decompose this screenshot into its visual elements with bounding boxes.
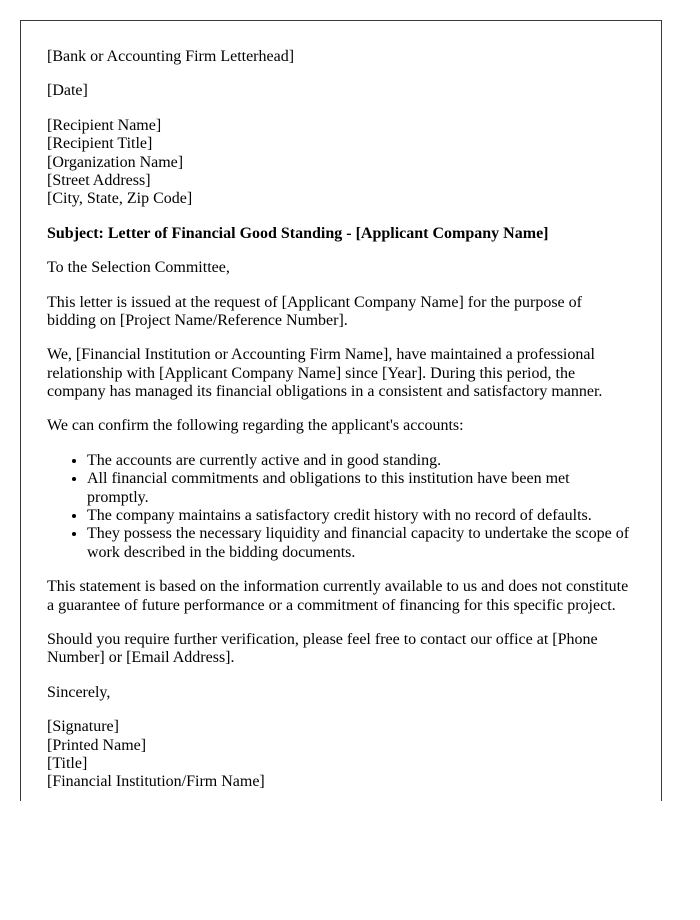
paragraph-contact: Should you require further verification, please feel free to contact our office at [Phone Number] or [Email Address]. — [47, 630, 598, 667]
subject-line: Subject: Letter of Financial Good Standing - [Applicant Company Name] — [47, 224, 549, 242]
recipient-block — [47, 117, 632, 209]
paragraph-relationship: We, [Financial Institution or Accounting Firm Name], have maintained a professional relationship with [Applicant Company Name] since [Year]. During this period, the company has managed its financial obligations in a consistent and satisfactory manner. — [47, 346, 603, 401]
paragraph-request: This letter is issued at the request of [Applicant Company Name] for the purpose of bidding on [Project Name/Reference Number]. — [47, 293, 582, 329]
institution-name-line: [Financial Institution/Firm Name] — [47, 773, 265, 791]
recipient-name-line: [Recipient Name] — [47, 116, 162, 134]
signature-block — [47, 718, 632, 792]
letter-frame — [20, 20, 662, 801]
title-line: [Title] — [47, 754, 88, 772]
street-address-line: [Street Address] — [47, 171, 151, 189]
salutation: To the Selection Committee, — [47, 259, 230, 277]
city-state-zip-line: [City, State, Zip Code] — [47, 190, 193, 208]
list-item-liquidity-capacity: • They possess the necessary liquidity and financial capacity to undertake the scope of work described in the bidding documents. — [87, 525, 632, 562]
paragraph-disclaimer: This statement is based on the information currently available to us and does not constitute a guarantee of future performance or a commitment of financing for this specific project. — [47, 578, 629, 614]
list-item-accounts-active: • The accounts are currently active and in good standing. — [87, 452, 632, 470]
printed-name-line: [Printed Name] — [47, 736, 147, 754]
confirmation-list — [47, 452, 632, 562]
list-item-commitments-met: • All financial commitments and obligations to this institution have been met promptly. — [87, 470, 632, 507]
list-item-credit-history: • The company maintains a satisfactory credit history with no record of defaults. — [87, 507, 632, 525]
signature-line: [Signature] — [47, 718, 119, 736]
recipient-title-line: [Recipient Title] — [47, 135, 153, 153]
closing: Sincerely, — [47, 683, 111, 701]
paragraph-confirm-intro: We can confirm the following regarding the applicant's accounts: — [47, 417, 464, 435]
organization-name-line: [Organization Name] — [47, 153, 184, 171]
letterhead-placeholder: [Bank or Accounting Firm Letterhead] — [47, 48, 295, 65]
date-placeholder: [Date] — [47, 82, 88, 100]
